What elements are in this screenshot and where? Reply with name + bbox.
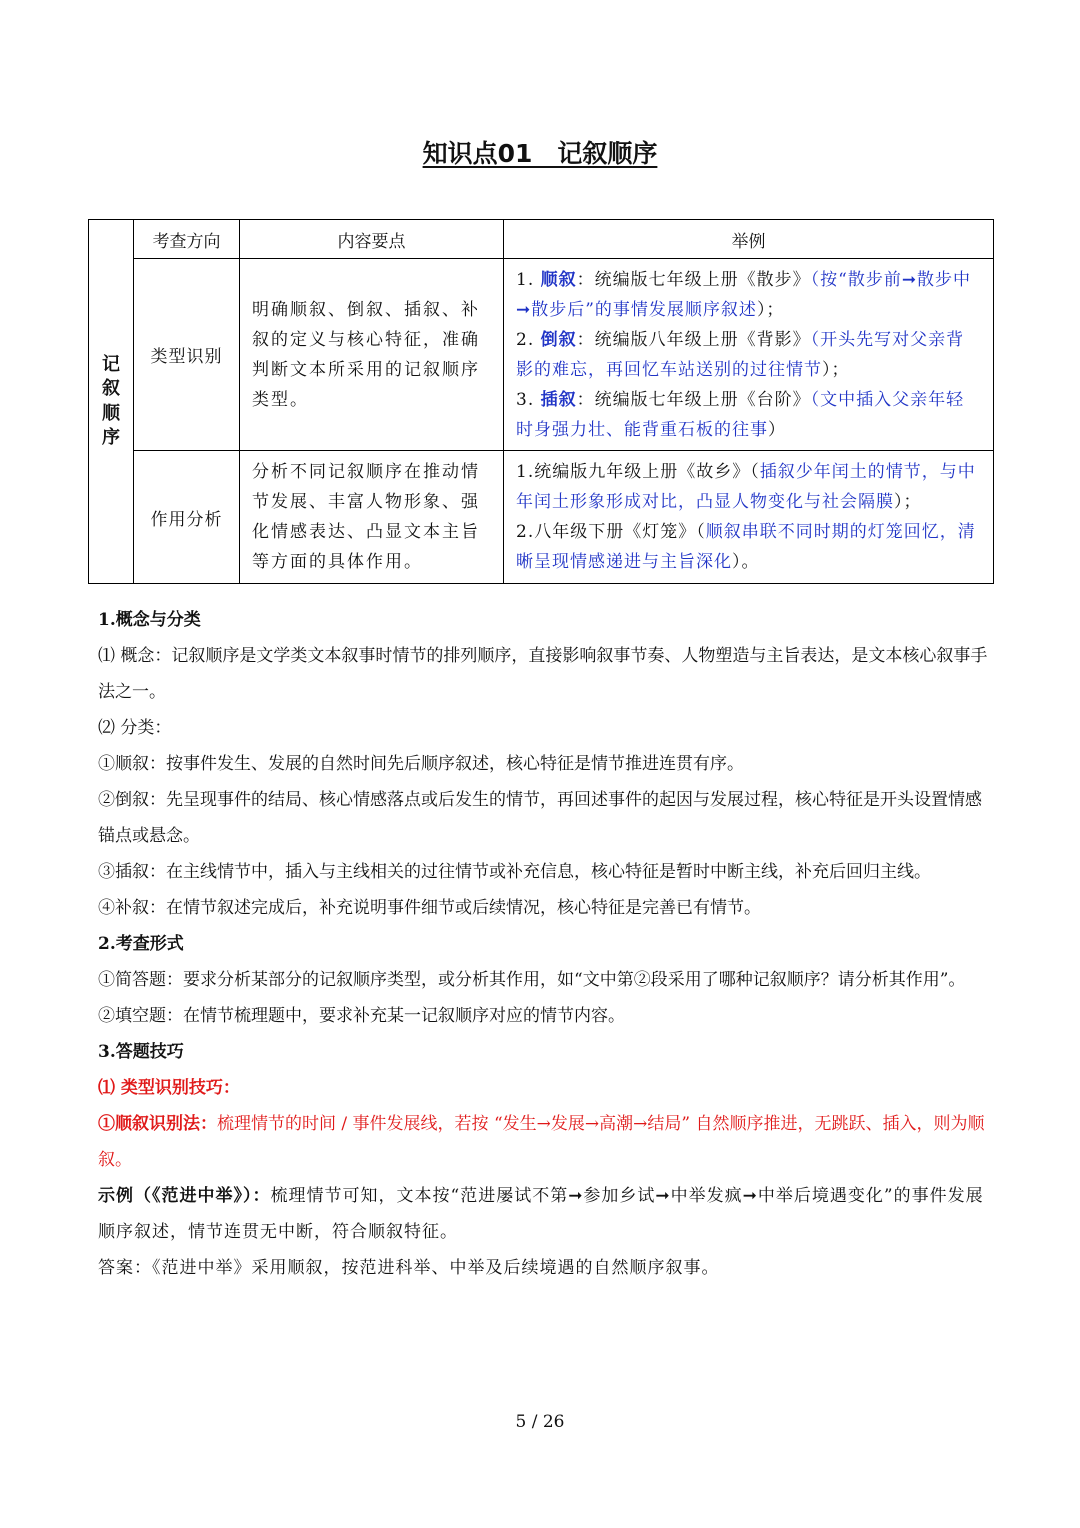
example-item: 1. 顺叙：统编版七年级上册《散步》（按“散步前➞散步中➞散步后”的事情发展顺序叙述）； — [516, 269, 972, 320]
example-label: 示例（《范进中举》）： — [98, 1186, 271, 1206]
table-row — [89, 451, 994, 584]
section-heading: 3.答题技巧 — [98, 1042, 184, 1062]
table-header-direction: 考查方向 — [134, 220, 240, 259]
example-item: 2.八年级下册《灯笼》（顺叙串联不同时期的灯笼回忆，清晰呈现情感递进与主旨深化）。 — [516, 522, 976, 572]
row-points: 分析不同记叙顺序在推动情节发展、丰富人物形象、强化情感表达、凸显文本主旨等方面的具体作用。 — [240, 451, 504, 584]
example-text: 梳理情节可知，文本按“范进屡试不第➞参加乡试➞中举发疯➞中举后境遇变化”的事件发展顺序叙述，情节连贯无中断，符合顺叙特征。 — [98, 1186, 984, 1242]
paragraph: ②倒叙：先呈现事件的结局、核心情感落点或后发生的情节，再回述事件的起因与发展过程，核心特征是开头设置情感锚点或悬念。 — [98, 790, 982, 846]
example-item: 2. 倒叙：统编版八年级上册《背影》（开头先写对父亲背影的难忘，再回忆车站送别的过往情节）； — [516, 329, 965, 380]
example-paragraph — [98, 1178, 988, 1250]
paragraph: ③插叙：在主线情节中，插入与主线相关的过往情节或补充信息，核心特征是暂时中断主线，补充后回归主线。 — [98, 862, 931, 882]
main-content — [98, 602, 988, 1286]
answer-paragraph: 答案：《范进中举》采用顺叙，按范进科举、中举及后续境遇的自然顺序叙事。 — [98, 1258, 720, 1278]
row-examples — [504, 451, 994, 584]
row-examples — [504, 259, 994, 451]
rule-paragraph — [98, 1106, 988, 1178]
example-item: 3. 插叙：统编版七年级上册《台阶》（文中插入父亲年轻时身强力壮、能背重石板的往事） — [516, 389, 965, 440]
example-item: 1.统编版九年级上册《故乡》（插叙少年闰土的情节，与中年闰土形象形成对比，凸显人物变化与社会隔膜）； — [516, 462, 976, 512]
page-number: 5 / 26 — [515, 1412, 565, 1432]
table-side-label: 记 叙 顺 序 — [89, 220, 134, 584]
section-heading: 2.考查形式 — [98, 934, 184, 954]
knowledge-table — [88, 219, 994, 584]
row-points: 明确顺叙、倒叙、插叙、补叙的定义与核心特征，准确判断文本所采用的记叙顺序类型。 — [240, 259, 504, 451]
row-direction: 类型识别 — [134, 259, 240, 451]
table-row — [89, 259, 994, 451]
paragraph: ⑵ 分类： — [98, 718, 172, 738]
paragraph: ①顺叙：按事件发生、发展的自然时间先后顺序叙述，核心特征是情节推进连贯有序。 — [98, 754, 744, 774]
page-title: 知识点01 记叙顺序 — [422, 139, 658, 168]
paragraph: ④补叙：在情节叙述完成后，补充说明事件细节或后续情况，核心特征是完善已有情节。 — [98, 898, 761, 918]
rule-text: 梳理情节的时间 / 事件发展线，若按 “发生→发展→高潮→结局” 自然顺序推进，无跳跃、插入，则为顺叙。 — [98, 1114, 985, 1170]
table-header-examples: 举例 — [504, 220, 994, 259]
subsection-heading: ⑴ 类型识别技巧： — [98, 1078, 240, 1098]
row-direction: 作用分析 — [134, 451, 240, 584]
paragraph: ⑴ 概念：记叙顺序是文学类文本叙事时情节的排列顺序，直接影响叙事节奏、人物塑造与主旨表达，是文本核心叙事手法之一。 — [98, 646, 988, 702]
paragraph: ①简答题：要求分析某部分的记叙顺序类型，或分析其作用，如“文中第②段采用了哪种记叙顺序？请分析其作用”。 — [98, 970, 966, 990]
table-header-points: 内容要点 — [240, 220, 504, 259]
paragraph: ②填空题：在情节梳理题中，要求补充某一记叙顺序对应的情节内容。 — [98, 1006, 625, 1026]
section-heading: 1.概念与分类 — [98, 610, 201, 630]
rule-label: ①顺叙识别法： — [98, 1114, 217, 1134]
